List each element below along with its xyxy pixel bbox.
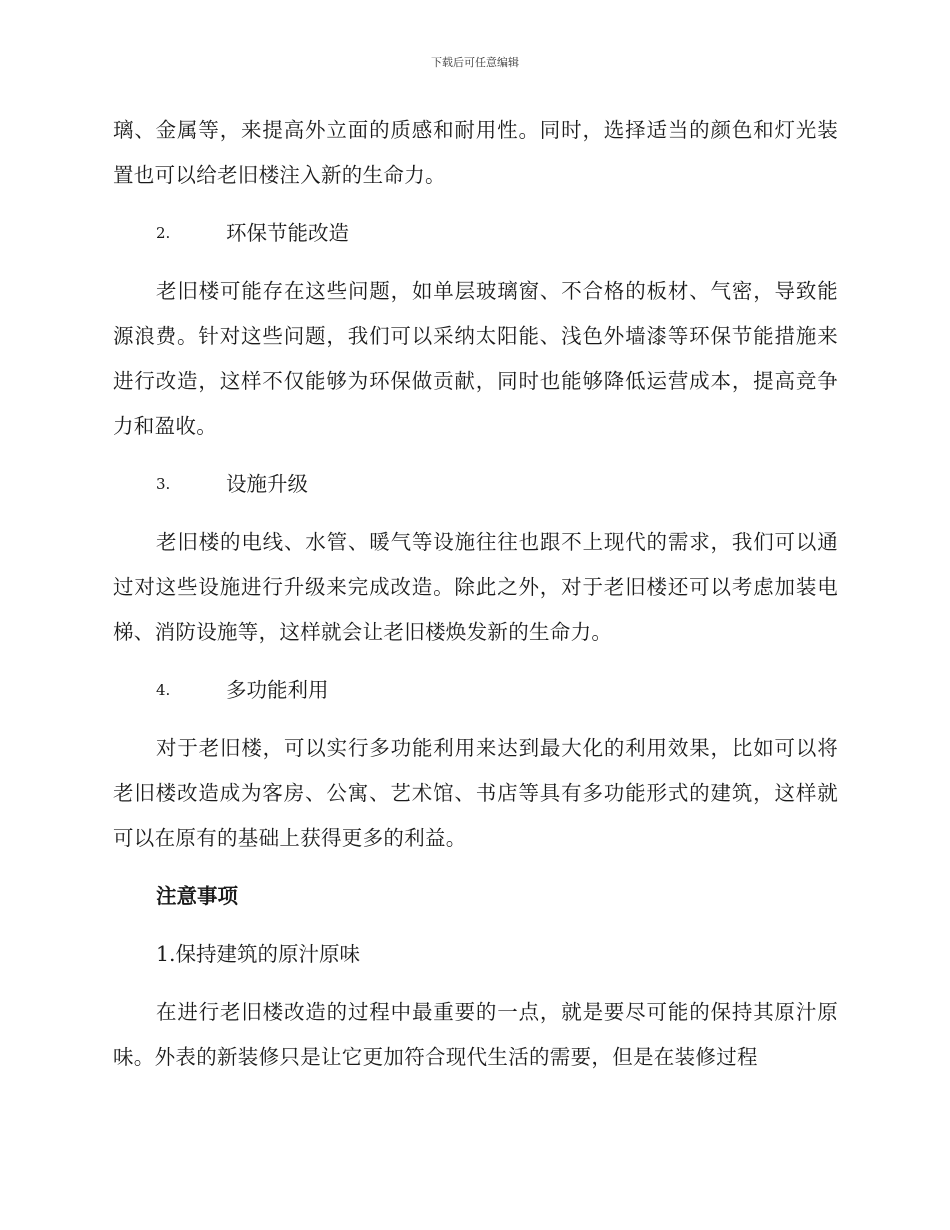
- item-title: 设施升级: [226, 472, 308, 496]
- notes-paragraph: 在进行老旧楼改造的过程中最重要的一点，就是要尽可能的保持其原汁原味。外表的新装修只是让它更加符合现代生活的需要，但是在装修过程: [113, 1000, 838, 1069]
- item-paragraph: 老旧楼可能存在这些问题，如单层玻璃窗、不合格的板材、气密，导致能源浪费。针对这些问题，我们可以采纳太阳能、浅色外墙漆等环保节能措施来进行改造，这样不仅能够为环保做贡献，同时也能够降低运营成本，提高竞争力和盈收。: [113, 279, 838, 438]
- item-title: 多功能利用: [226, 678, 329, 702]
- notes-subtitle: 1.保持建筑的原汁原味: [156, 942, 361, 966]
- document-body: [113, 108, 838, 1080]
- item-number: 4.: [156, 681, 171, 699]
- page-header: 下载后可任意编辑: [431, 56, 519, 69]
- item-paragraph: 对于老旧楼，可以实行多功能利用来达到最大化的利用效果，比如可以将老旧楼改造成为客房、公寓、艺术馆、书店等具有多功能形式的建筑，这样就可以在原有的基础上获得更多的利益。: [113, 736, 838, 850]
- item-paragraph: 老旧楼的电线、水管、暖气等设施往往也跟不上现代的需求，我们可以通过对这些设施进行升级来完成改造。除此之外，对于老旧楼还可以考虑加装电梯、消防设施等，这样就会让老旧楼焕发新的生命力。: [113, 530, 838, 644]
- intro-paragraph: 璃、金属等，来提高外立面的质感和耐用性。同时，选择适当的颜色和灯光装置也可以给老旧楼注入新的生命力。: [113, 118, 838, 187]
- item-title: 环保节能改造: [226, 221, 349, 245]
- notes-heading: 注意事项: [156, 884, 238, 908]
- item-heading: [113, 668, 838, 713]
- item-number: 2.: [156, 224, 171, 242]
- item-heading: [113, 211, 838, 256]
- item-heading: [113, 462, 838, 507]
- item-number: 3.: [156, 475, 171, 493]
